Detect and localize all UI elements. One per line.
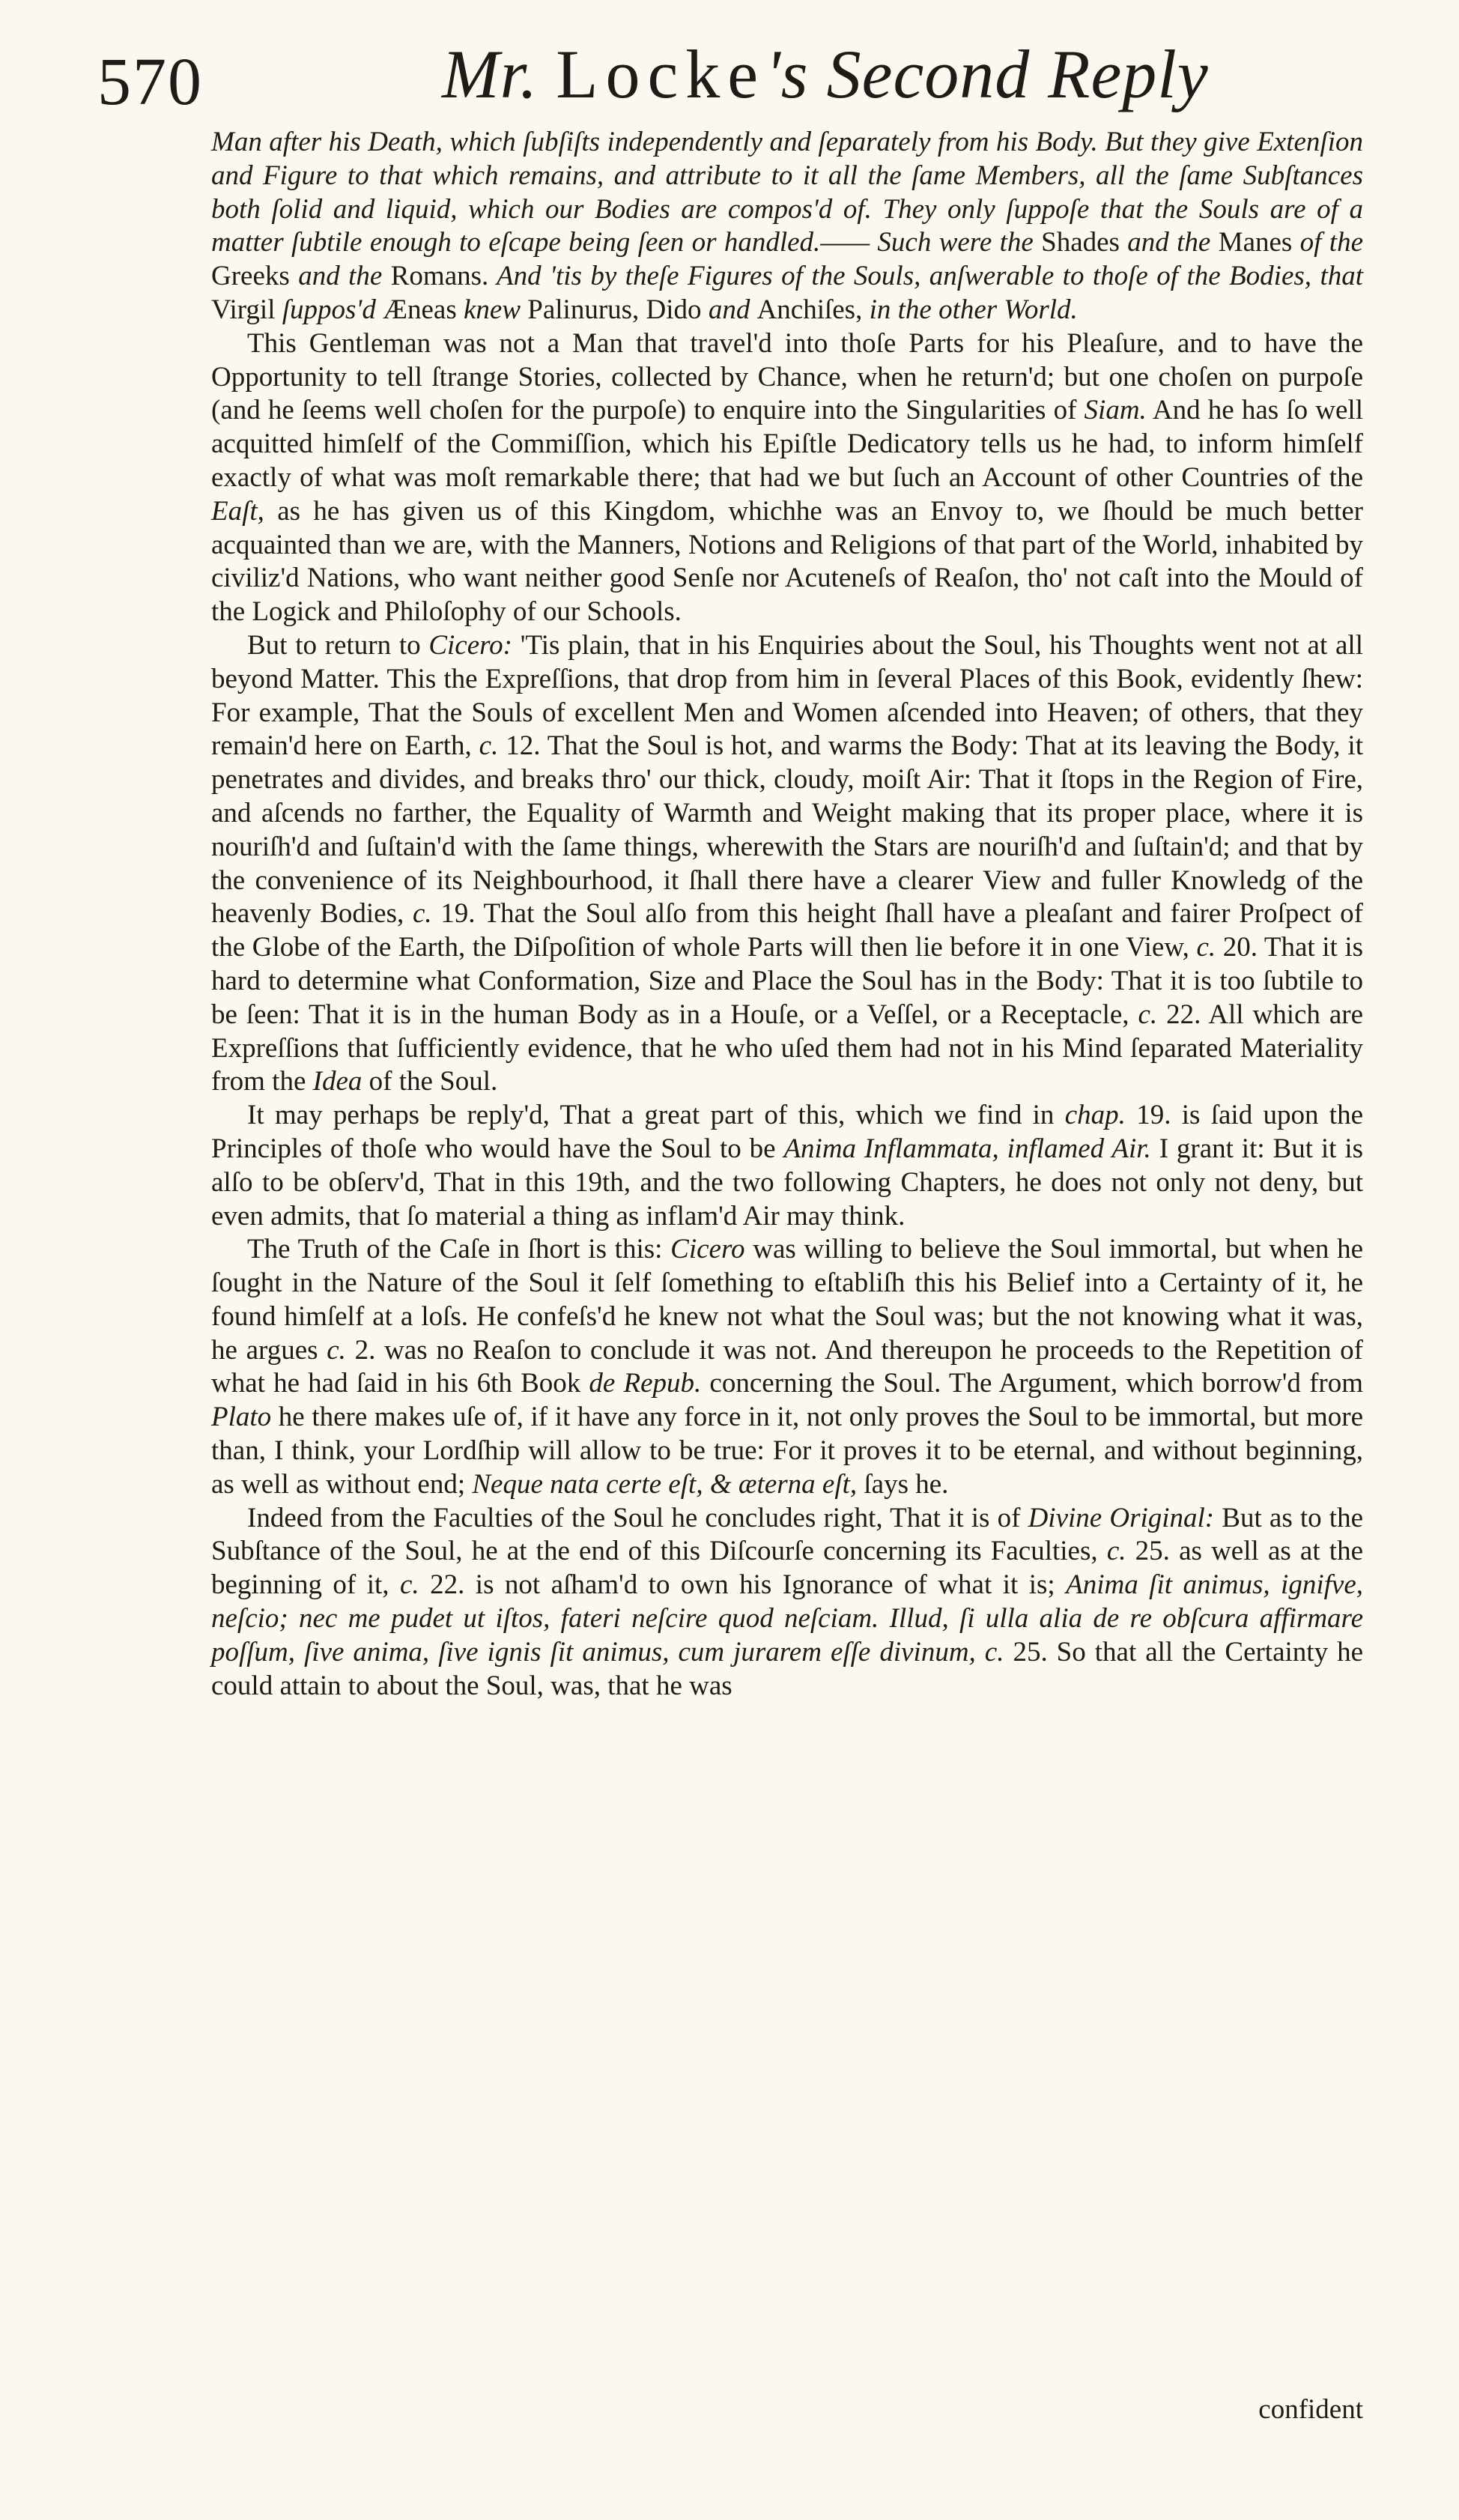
text-run: Cicero [670,1234,745,1265]
paragraph [211,1099,1363,1233]
text-run: Eaſt, [211,495,264,527]
quoted-passage [211,126,1363,327]
text-run: in the other World. [862,294,1078,325]
text-run: 19. That the Soul alſo from this height ſhall have a pleaſant and fairer Proſpect of the Globe of the Earth, the Diſpoſition of whole Parts will then lie before it in one View, [211,898,1364,963]
text-run: I grant it: But it is alſo to be obſerv'd, That in this 19th, and the two following Chapters, he does not only not deny, but even admits, that ſo material a thing as inflam'd Air may think. [211,1133,1363,1232]
text-run: Greeks [211,261,290,292]
running-head-pre: Mr. [442,36,556,112]
text-run: The Truth of the Caſe in ſhort is this: [247,1234,671,1265]
text-run: 19. is ſaid upon the Principles of thoſe who would have the Soul to be [211,1100,1363,1164]
text-run: Indeed from the Faculties of the Soul he concludes right, That it is of [247,1502,1028,1533]
text-run: c. [479,730,499,762]
text-run: Æneas [383,294,457,325]
text-run: Cicero: [428,629,512,661]
text-run: 12. That the Soul is hot, and warms the Body: That at its leaving the Body, it penetrates and divides, and breaks thro' our thick, cloudy, moiſt Air: That it ſtops in the Region of Fire, and aſcends no farther, the Equality of Warmth and Weight making that its proper place, where it is nouriſh'd and ſuſtain'd with the ſame things, wherewith the Stars are nouriſh'd and ſuſtain'd; and that by the convenience of its Neighbourhood, it ſhall there have a clearer View and fuller Knowledg of the heavenly Bodies, [211,730,1363,930]
text-run: Anima Inflammata, inflamed Air. [783,1133,1151,1164]
text-run: c. [327,1334,346,1366]
text-run: concerning the Soul. The Argument, which borrow'd from [701,1368,1363,1399]
paragraph [211,1233,1363,1501]
text-run: c. [1196,932,1216,963]
text-run: Man after his Death, which ſubſiſts independently and ſeparately from his Body. But they give Extenſion and Figure to that which remains, and attribute to it all the ſame Members, all the ſame Subſtances both ſolid and liquid, which our Bodies are compos'd of. They only ſuppoſe that the Souls are of a matter ſubtile enough to eſcape being ſeen or handled.—— Such were the [211,127,1363,258]
text-run: Divine Original: [1028,1502,1215,1533]
text-run: was willing to believe the Soul immortal, but when he ſought in the Nature of the Soul it ſelf ſomething to eſtabliſh this his Belief into a Certainty of it, he found himſelf at a loſs. He confeſs'd he knew not what the Soul was; but the not knowing what it was, he argues [211,1234,1363,1366]
text-run: 20. That it is hard to determine what Conformation, Size and Place the Soul has in the Body: That it is too ſubtile to be ſeen: That it is in the human Body as in a Houſe, or a Veſſel, or a Receptacle, [211,932,1364,1030]
text-run: c. [399,1569,419,1601]
text-run: chap. [1064,1100,1126,1131]
page-number: 570 [97,45,203,119]
text-run: de Repub. [589,1368,702,1399]
body-text [211,126,1363,1703]
text-run: ſays he. [857,1468,949,1500]
text-run: 22. is not aſham'd to own his Ignorance of what it is; [419,1569,1067,1601]
text-run: c. [1138,999,1158,1030]
text-run: as he has given us of this Kingdom, whichhe was an Envoy to, we ſhould be much better acquainted than we are, with the Manners, Notions and Religions of that part of the World, inhabited by civiliz'd Nations, who want neither good Senſe nor Acuteneſs of Reaſon, tho' not caſt into the Mould of the Logick and Philoſophy of our Schools. [211,495,1363,628]
text-run: And he has ſo well acquitted himſelf of the Commiſſion, which his Epiſtle Dedicatory tells us he had, to inform himſelf exactly of what was moſt remarkable there; that had we but ſuch an Account of other Countries of the [211,395,1363,493]
text-run: and the [1119,227,1219,258]
running-head [442,34,1209,114]
text-run: 25. So that all the Certainty he could attain to about the Soul, was, that he was [211,1636,1363,1701]
text-run: But to return to [247,629,429,661]
text-run: Romans. [390,261,489,292]
text-run: Manes [1218,227,1293,258]
text-run: Idea [312,1066,363,1097]
text-run: Palinurus, Dido [527,294,702,325]
catchword: confident [1258,2394,1363,2425]
text-run: ſuppos'd [275,294,383,325]
running-head-name: Locke [556,36,766,112]
text-run: Siam. [1084,395,1147,426]
page-header [97,30,1371,127]
text-run: Anchiſes, [756,294,863,325]
text-run: Neque nata certe eſt, & æterna eſt, [472,1468,858,1500]
text-run: 2. was no Reaſon to conclude it was not. And thereupon he proceeds to the Repetition of what he had ſaid in his 6th Book [211,1334,1363,1399]
text-run: of the [1292,227,1364,258]
text-run: But as to the Subſtance of the Soul, he at the end of this Diſcourſe concerning its Faculties, [211,1502,1364,1567]
text-run: Shades [1041,227,1120,258]
text-run: he there makes uſe of, if it have any force in it, not only proves the Soul to be immortal, but more than, I think, your Lordſhip will allow to be true: For it proves it to be eternal, and without beginning, as well as without end; [211,1402,1363,1500]
text-run: Virgil [211,294,276,325]
text-run: 25. as well as at the beginning of it, [211,1536,1364,1601]
text-run: This Gentleman was not a Man that travel'd into thoſe Parts for his Pleaſure, and to have the Opportunity to tell ſtrange Stories, collected by Chance, when he return'd; but one choſen on purpoſe (and he ſeems well choſen for the purpoſe) to enquire into the Singularities of [211,327,1363,426]
running-head-post: 's Second Reply [765,36,1209,112]
text-run: Anima ſit animus, ignifve, neſcio; nec me pudet ut iſtos, fateri neſcire quod neſciam. Illud, ſi ulla alia de re obſcura affirmare poſſum, ſive anima, ſive ignis ſit animus, cum jurarem eſſe divinum, c. [211,1569,1363,1668]
text-run: And 'tis by theſe Figures of the Souls, anſwerable to thoſe of the Bodies, that [488,261,1363,292]
text-run: c. [412,898,432,930]
text-run: knew [456,294,528,325]
text-run: of the Soul. [362,1066,498,1097]
text-run: 'Tis plain, that in his Enquiries about the Soul, his Thoughts went not at all beyond Matter. This the Expreſſions, that drop from him in ſeveral Places of this Book, evidently ſhew: For example, That the Souls of excellent Men and Women aſcended into Heaven; of others, that they remain'd here on Earth, [211,629,1363,762]
text-run: 22. All which are Expreſſions that ſufficiently evidence, that he who uſed them had not in his Mind ſeparated Materiality from the [211,999,1364,1097]
text-run: and the [289,261,391,292]
text-run: c. [1106,1536,1126,1567]
text-run: and [701,294,757,325]
text-run: Plato [211,1402,272,1433]
paragraph [211,1502,1363,1703]
paragraph [211,327,1363,629]
text-run: It may perhaps be reply'd, That a great part of this, which we find in [247,1100,1065,1131]
paragraph [211,629,1363,1099]
